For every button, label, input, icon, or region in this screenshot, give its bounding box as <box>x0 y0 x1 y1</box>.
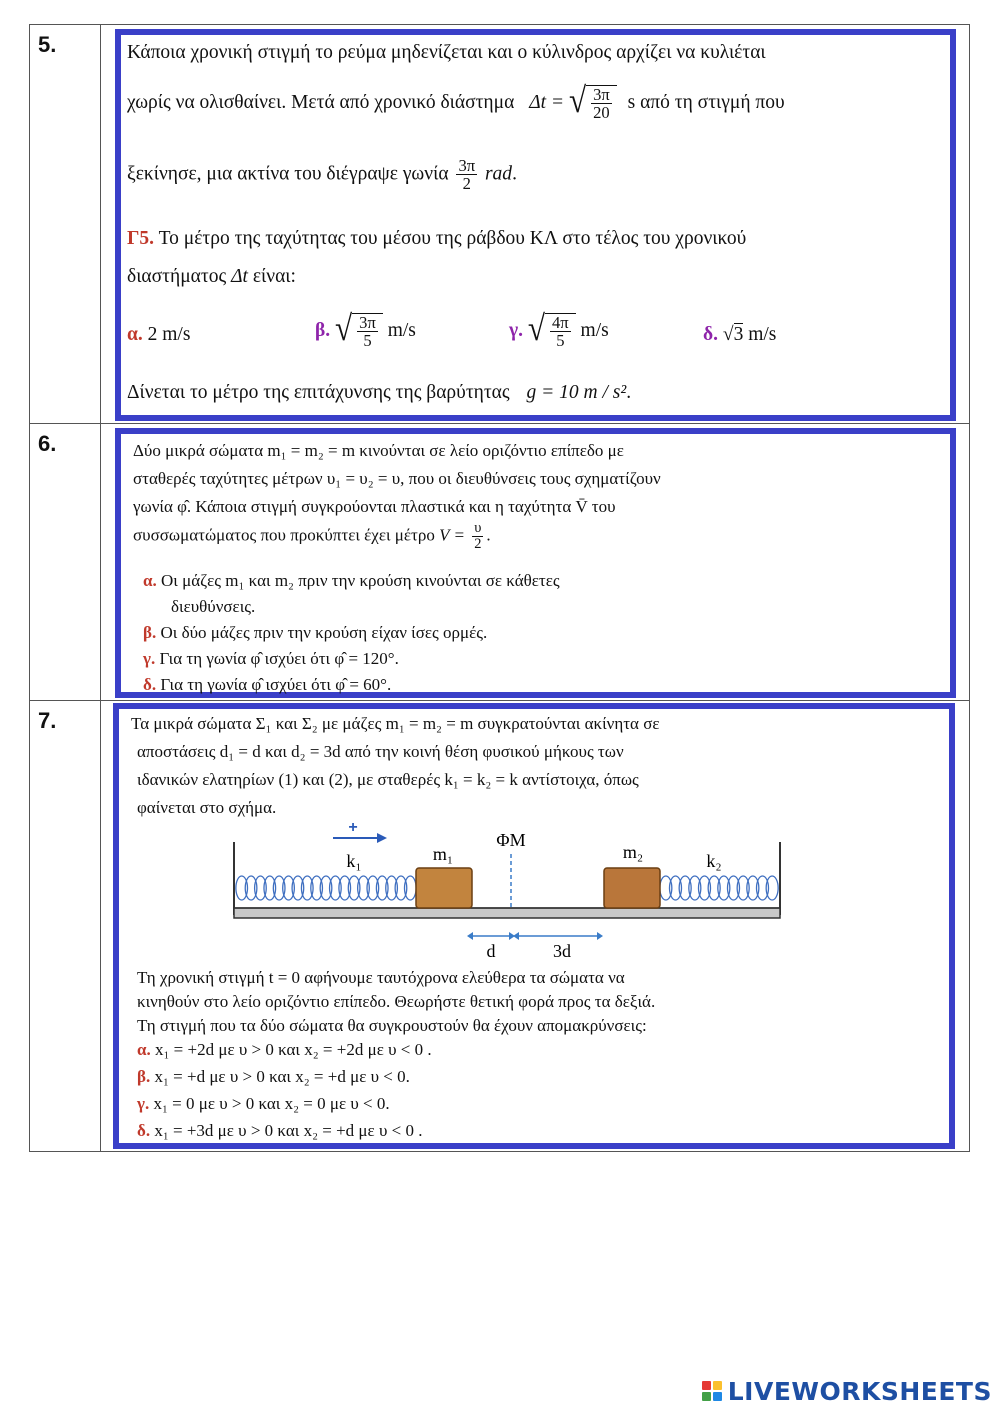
option-d[interactable]: δ. √3 m/s <box>703 324 777 345</box>
option-a-cont: διευθύνσεις. <box>171 597 256 616</box>
question-number: 7. <box>30 701 101 1151</box>
q7-line-3: ιδανικών ελατηρίων (1) και (2), με σταθερές k₁ = k₂ = k αντίστοιχα, όπως <box>137 770 639 789</box>
option-a[interactable]: α. x₁ = +2d με υ > 0 και x₂ = +2d με υ < 0 . <box>137 1040 432 1059</box>
q6-line-1: Δύο μικρά σώματα m₁ = m₂ = m κινούνται σε λείο οριζόντιο επίπεδο με <box>133 441 624 460</box>
spring-left <box>236 876 416 900</box>
option-c[interactable]: γ. x₁ = 0 με υ > 0 και x₂ = 0 με υ < 0. <box>137 1094 390 1113</box>
q7-line-7: Τη στιγμή που τα δύο σώματα θα συγκρουστούν θα έχουν απομακρύνσεις: <box>137 1016 647 1035</box>
q6-line-2: σταθερές ταχύτητες μέτρων υ₁ = υ₂ = υ, που οι διευθύνσεις τους σχηματίζουν <box>133 469 661 488</box>
label-k2: k₂ <box>706 851 722 871</box>
spring-right <box>660 876 778 900</box>
q7-line-4: φαίνεται στο σχήμα. <box>137 798 277 817</box>
label-fm: ΦΜ <box>496 830 526 850</box>
option-b[interactable]: β. √ $\frac{3\pi}{5}$ m/s <box>315 307 416 351</box>
option-a[interactable]: α. 2 m/s <box>127 324 191 345</box>
floor <box>234 842 780 918</box>
q5-line-2: χωρίς να ολισθαίνει. Μετά από χρονικό διάστημα Δt = √ $\frac{3\pi}{20}$ s από τη στιγμή που <box>127 79 785 123</box>
q5-given: Δίνεται το μέτρο της επιτάχυνσης της βαρύτητας g = 10 m / s². <box>127 382 632 403</box>
q7-line-2: αποστάσεις d₁ = d και d₂ = 3d από την κοινή θέση φυσικού μήκους των <box>137 742 624 761</box>
q5-g5: Γ5. Το μέτρο της ταχύτητας του μέσου της ράβδου ΚΛ στο τέλος του χρονικού <box>127 228 747 249</box>
option-a[interactable]: α. Οι μάζες m₁ και m₂ πριν την κρούση κινούνται σε κάθετες <box>143 571 560 590</box>
option-c[interactable]: γ. Για τη γωνία φ̂ ισχύει ότι φ̂ = 120°. <box>143 649 399 668</box>
spring-figure <box>229 822 789 967</box>
option-d[interactable]: δ. x₁ = +3d με υ > 0 και x₂ = +d με υ < 0 . <box>137 1121 423 1140</box>
question-number: 5. <box>30 25 101 423</box>
q5-line-3: ξεκίνησε, μια ακτίνα του διέγραψε γωνία $\frac{3\pi}{2}$ rad. <box>127 156 517 194</box>
label-m2: m₂ <box>622 842 644 862</box>
d-arrow-left <box>467 932 473 940</box>
question-box-5 <box>115 29 956 421</box>
option-d[interactable]: δ. Για τη γωνία φ̂ ισχύει ότι φ̂ = 60°. <box>143 675 392 694</box>
label-m1: m₁ <box>432 844 454 864</box>
sqrt-dt: √ $\frac{3\pi}{20}$ <box>569 85 617 122</box>
label-k1: k₁ <box>346 851 362 871</box>
mass-m1-block <box>416 868 472 908</box>
q5-line-1: Κάποια χρονική στιγμή το ρεύμα μηδενίζεται και ο κύλινδρος αρχίζει να κυλιέται <box>127 42 766 63</box>
option-c[interactable]: γ. √ $\frac{4\pi}{5}$ m/s <box>509 307 609 351</box>
q7-line-5: Τη χρονική στιγμή t = 0 αφήνουμε ταυτόχρονα ελεύθερα τα σώματα να <box>137 968 625 987</box>
question-number: 6. <box>30 424 101 700</box>
q7-line-1: Τα μικρά σώματα Σ₁ και Σ₂ με μάζες m₁ = m₂ = m συγκρατούνται ακίνητα σε <box>131 714 660 733</box>
3d-arrow-right <box>597 932 603 940</box>
liveworksheets-logo <box>702 1374 992 1408</box>
plus-sign: + <box>348 822 358 836</box>
label-3d: 3d <box>553 941 571 961</box>
logo-text: LIVEWORKSHEETS <box>727 1376 992 1406</box>
3d-arrow-left <box>513 932 519 940</box>
mass-m2-block <box>604 868 660 908</box>
question-row-6 <box>29 423 970 701</box>
question-box-6 <box>115 428 956 698</box>
question-box-7 <box>113 703 955 1149</box>
option-b[interactable]: β. Οι δύο μάζες πριν την κρούση είχαν ίσες ορμές. <box>143 623 488 642</box>
question-row-5 <box>29 24 970 424</box>
logo-mark-icon <box>702 1381 722 1401</box>
option-b[interactable]: β. x₁ = +d με υ > 0 και x₂ = +d με υ < 0. <box>137 1067 410 1086</box>
q6-line-3: γωνία φ̂. Κάποια στιγμή συγκρούονται πλαστικά και η ταχύτητα V̄ του <box>133 497 616 516</box>
q5-line-5: διαστήματος Δt είναι: <box>127 266 296 287</box>
question-row-7 <box>29 700 970 1152</box>
label-d: d <box>486 941 496 961</box>
positive-arrow-head <box>377 833 387 843</box>
q7-line-6: κινηθούν στο λείο οριζόντιο επίπεδο. Θεωρήστε θετική φορά προς τα δεξιά. <box>137 992 656 1011</box>
q6-line-4: συσσωματώματος που προκύπτει έχει μέτρο V = $\frac{\upsilon}{2}$ . <box>133 520 491 553</box>
